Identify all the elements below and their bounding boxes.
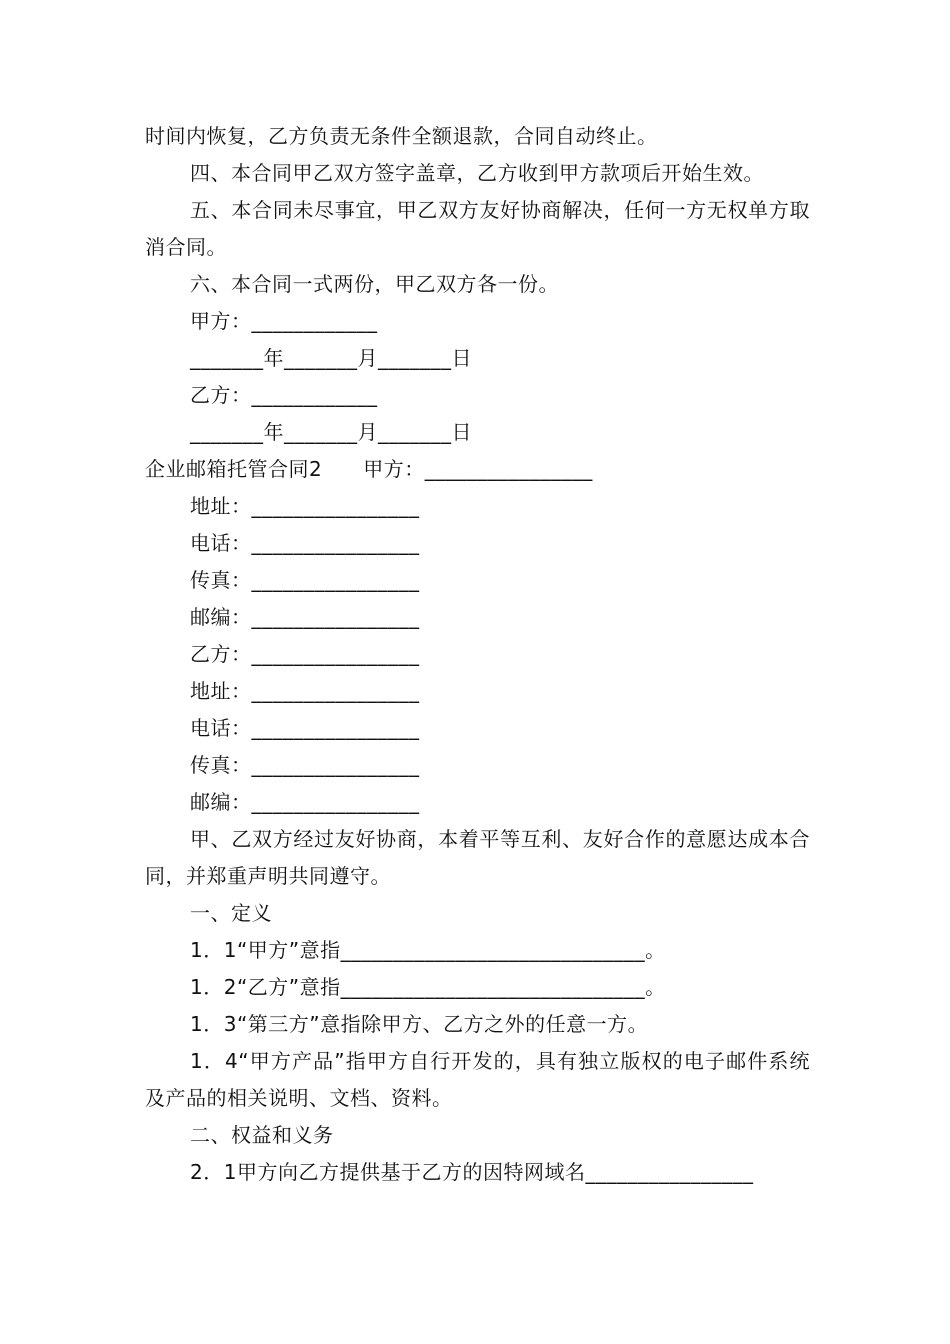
address-field: 地址：________________ <box>190 679 420 703</box>
phone-field: 电话：________________ <box>190 716 420 740</box>
clause: 2．1甲方向乙方提供基于乙方的因特网域名________________ <box>190 1160 754 1184</box>
clause: 1．4“甲方产品”指甲方自行开发的，具有独立版权的电子邮件系统及产品的相关说明、文档、资料。 <box>145 1049 810 1110</box>
paragraph: 五、本合同未尽事宜，甲乙双方友好协商解决，任何一方无权单方取消合同。 <box>145 198 810 259</box>
paragraph: 六、本合同一式两份，甲乙双方各一份。 <box>190 272 559 296</box>
postcode-field: 邮编：________________ <box>190 605 420 629</box>
section-heading: 一、定义 <box>190 901 272 925</box>
fax-field: 传真：________________ <box>190 568 420 592</box>
paragraph: 时间内恢复，乙方负责无条件全额退款，合同自动终止。 <box>145 124 658 148</box>
date-field: _______年_______月_______日 <box>190 346 472 370</box>
phone-field: 电话：________________ <box>190 531 420 555</box>
paragraph: 四、本合同甲乙双方签字盖章，乙方收到甲方款项后开始生效。 <box>190 161 764 185</box>
signature-field-party-a: 甲方：____________ <box>190 309 378 333</box>
postcode-field: 邮编：________________ <box>190 790 420 814</box>
address-field: 地址：________________ <box>190 494 420 518</box>
clause: 1．2“乙方”意指_____________________________。 <box>190 975 666 999</box>
clause: 1．1“甲方”意指_____________________________。 <box>190 938 666 962</box>
section-heading: 二、权益和义务 <box>190 1123 334 1147</box>
paragraph: 甲、乙双方经过友好协商，本着平等互利、友好合作的意愿达成本合同，并郑重声明共同遵守。 <box>145 827 810 888</box>
date-field: _______年_______月_______日 <box>190 420 472 444</box>
clause: 1．3“第三方”意指除甲方、乙方之外的任意一方。 <box>190 1012 649 1036</box>
document-body <box>145 118 810 1191</box>
fax-field: 传真：________________ <box>190 753 420 777</box>
party-b-field: 乙方：________________ <box>190 642 420 666</box>
signature-field-party-b: 乙方：____________ <box>190 383 378 407</box>
contract-title-line: 企业邮箱托管合同2 甲方：________________ <box>145 457 593 481</box>
